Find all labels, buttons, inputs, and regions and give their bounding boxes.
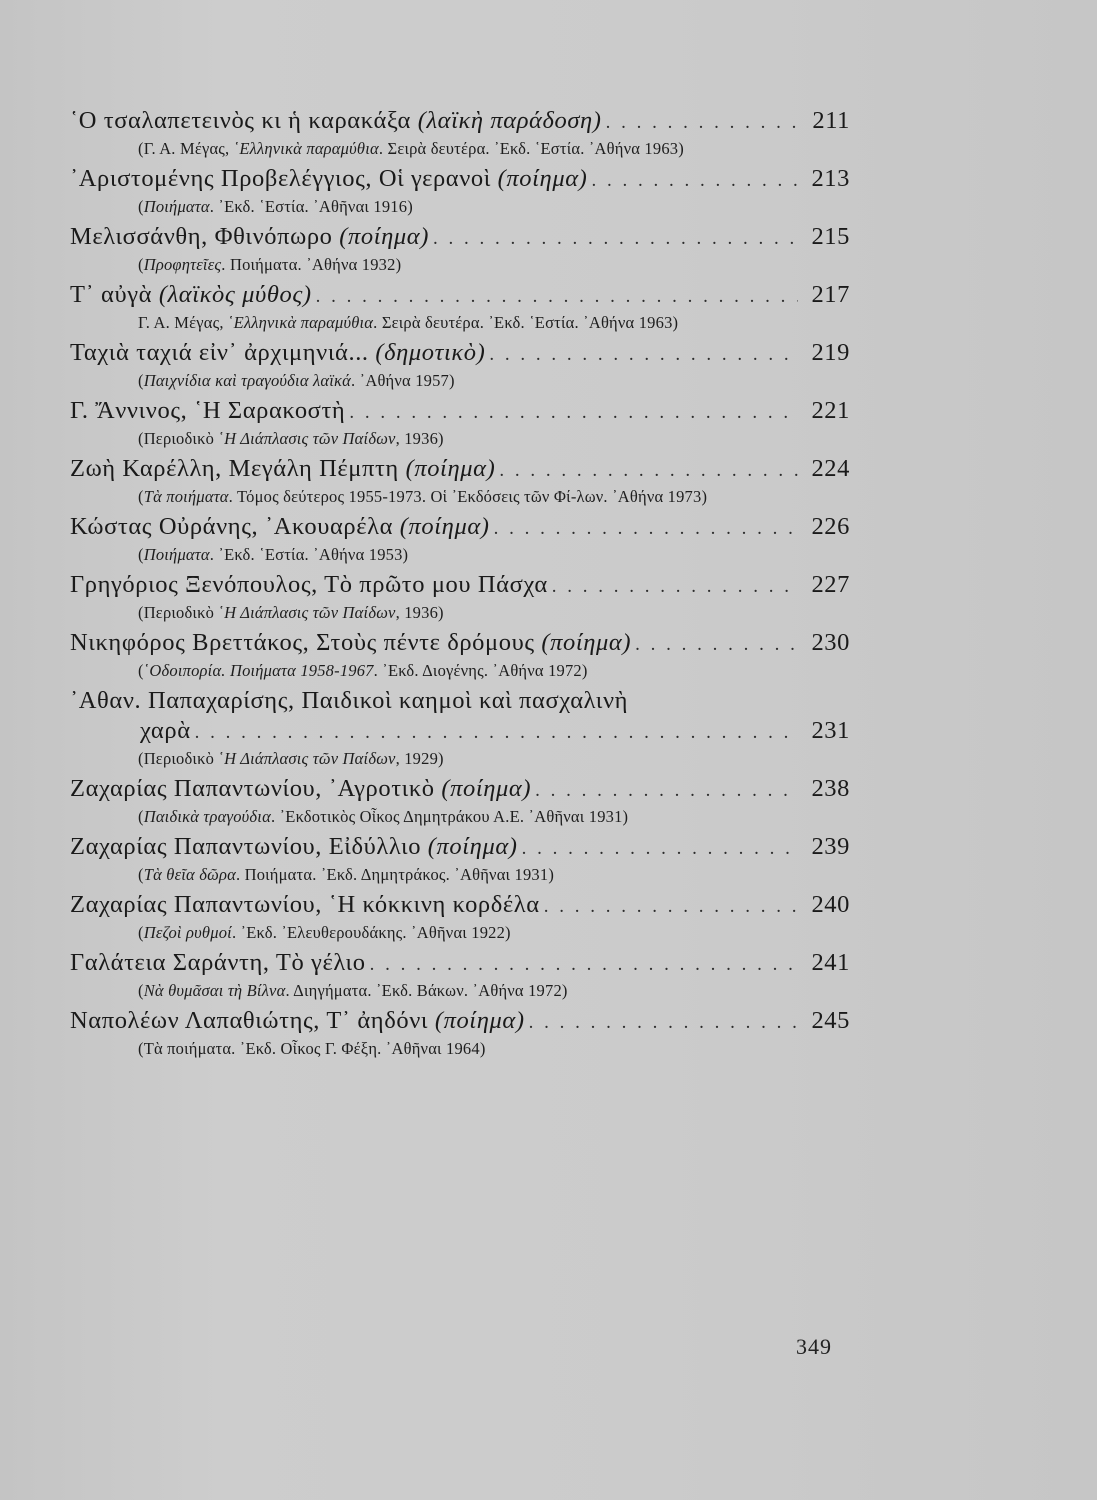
entry-source: (Περιοδικὸ ῾Η Διάπλασις τῶν Παίδων, 1936) <box>138 603 444 622</box>
toc-entry <box>70 948 850 1002</box>
entry-title: Ζωὴ Καρέλλη, Μεγάλη Πέμπτη (ποίημα) <box>70 455 496 482</box>
entry-page-number: 245 <box>811 1007 850 1034</box>
toc-entry-line <box>70 570 850 602</box>
entry-source: (Ποιήματα. ᾿Εκδ. ῾Εστία. ᾿Αθῆναι 1916) <box>138 197 413 216</box>
entry-source: (Περιοδικὸ ῾Η Διάπλασις τῶν Παίδων, 1929) <box>138 749 444 768</box>
entry-source: (Περιοδικὸ ῾Η Διάπλασις τῶν Παίδων, 1936) <box>138 429 444 448</box>
dot-leader <box>635 630 798 660</box>
toc-entry-line <box>70 396 850 428</box>
entry-title: Μελισσάνθη, Φθινόπωρο (ποίημα) <box>70 223 429 250</box>
dot-leader <box>544 892 798 922</box>
dot-leader <box>552 572 798 602</box>
entry-source: (Παιχνίδια καὶ τραγούδια λαϊκά. ᾿Αθήνα 1957) <box>138 371 455 390</box>
entry-page-number: 226 <box>811 513 850 540</box>
entry-title: Ταχιὰ ταχιά εἰν᾿ ἀρχιμηνιά... (δημοτικὸ) <box>70 339 486 366</box>
toc-entry-line <box>70 948 850 980</box>
dot-leader <box>494 514 798 544</box>
table-of-contents <box>70 106 850 1064</box>
entry-source: (Προφητεῖες. Ποιήματα. ᾿Αθήνα 1932) <box>138 255 402 274</box>
toc-entry-line <box>70 628 850 660</box>
entry-page-number: 219 <box>811 339 850 366</box>
toc-entry-line <box>70 164 850 196</box>
dot-leader <box>522 834 798 864</box>
dot-leader <box>606 108 798 138</box>
entry-title: ᾿Αριστομένης Προβελέγγιος, Οἱ γερανοὶ (ποίημα) <box>70 165 588 192</box>
dot-leader <box>195 718 798 748</box>
toc-entry-line <box>70 106 850 138</box>
dot-leader <box>489 340 798 370</box>
entry-page-number: 221 <box>811 397 850 424</box>
toc-entry <box>70 832 850 886</box>
entry-title: Γ. Ἄννινος, ῾Η Σαρακοστὴ <box>70 397 346 424</box>
toc-entry <box>70 890 850 944</box>
entry-title: Ζαχαρίας Παπαντωνίου, Εἰδύλλιο (ποίημα) <box>70 833 518 860</box>
entry-page-number: 217 <box>811 281 850 308</box>
entry-source: (Νὰ θυμᾶσαι τὴ Βίλνα. Διηγήματα. ᾿Εκδ. Βάκων. ᾿Αθήνα 1972) <box>138 981 568 1000</box>
toc-entry-line <box>70 774 850 806</box>
entry-title: Ναπολέων Λαπαθιώτης, Τ᾿ ἀηδόνι (ποίημα) <box>70 1007 525 1034</box>
dot-leader <box>535 776 798 806</box>
entry-source: (῾Οδοιπορία. Ποιήματα 1958-1967. ᾿Εκδ. Διογένης. ᾿Αθήνα 1972) <box>138 661 588 680</box>
dot-leader <box>433 224 798 254</box>
toc-entry <box>70 628 850 682</box>
toc-entry-line <box>70 1006 850 1038</box>
toc-entry-line <box>70 686 850 716</box>
toc-entry <box>70 686 850 770</box>
entry-page-number: 215 <box>811 223 850 250</box>
entry-source: (Πεζοὶ ρυθμοί. ᾿Εκδ. ᾿Ελευθερουδάκης. ᾿Αθῆναι 1922) <box>138 923 511 942</box>
entry-page-number: 239 <box>811 833 850 860</box>
toc-entry-line <box>70 338 850 370</box>
dot-leader <box>591 166 798 196</box>
entry-title: Ζαχαρίας Παπαντωνίου, ᾿Αγροτικὸ (ποίημα) <box>70 775 532 802</box>
toc-entry <box>70 106 850 160</box>
toc-entry <box>70 338 850 392</box>
toc-entry <box>70 570 850 624</box>
entry-title: Κώστας Οὐράνης, ᾿Ακουαρέλα (ποίημα) <box>70 513 490 540</box>
entry-title: ῾Ο τσαλαπετεινὸς κι ἡ καρακάξα (λαϊκὴ παράδοση) <box>70 107 602 134</box>
entry-source: (Τὰ ποιήματα. Τόμος δεύτερος 1955-1973. Οἱ ᾿Εκδόσεις τῶν Φί-λων. ᾿Αθήνα 1973) <box>138 487 708 506</box>
dot-leader <box>316 282 798 312</box>
dot-leader <box>349 398 798 428</box>
toc-entry <box>70 1006 850 1060</box>
toc-entry-line <box>70 512 850 544</box>
entry-source: (Γ. Α. Μέγας, ῾Ελληνικὰ παραμύθια. Σειρὰ δευτέρα. ᾿Εκδ. ῾Εστία. ᾿Αθήνα 1963) <box>138 139 684 158</box>
entry-page-number: 227 <box>811 571 850 598</box>
entry-page-number: 231 <box>811 717 850 744</box>
toc-entry-line <box>70 280 850 312</box>
entry-page-number: 230 <box>811 629 850 656</box>
toc-entry <box>70 164 850 218</box>
toc-entry <box>70 280 850 334</box>
entry-title: Γρηγόριος Ξενόπουλος, Τὸ πρῶτο μου Πάσχα <box>70 571 548 598</box>
toc-entry-line <box>70 890 850 922</box>
entry-source: (Παιδικὰ τραγούδια. ᾿Εκδοτικὸς Οἶκος Δημητράκου Α.Ε. ᾿Αθῆναι 1931) <box>138 807 629 826</box>
entry-page-number: 213 <box>811 165 850 192</box>
entry-title-continued: χαρὰ <box>140 717 191 744</box>
entry-title: Ζαχαρίας Παπαντωνίου, ῾Η κόκκινη κορδέλα <box>70 891 540 918</box>
dot-leader <box>499 456 798 486</box>
toc-entry <box>70 774 850 828</box>
entry-source: (Τὰ θεῖα δῶρα. Ποιήματα. ᾿Εκδ. Δημητράκος. ᾿Αθῆναι 1931) <box>138 865 555 884</box>
dot-leader <box>370 950 798 980</box>
entry-page-number: 238 <box>811 775 850 802</box>
toc-entry <box>70 222 850 276</box>
entry-source: (Τὰ ποιήματα. ᾿Εκδ. Οἶκος Γ. Φέξη. ᾿Αθῆναι 1964) <box>138 1039 486 1058</box>
entry-title: Νικηφόρος Βρεττάκος, Στοὺς πέντε δρόμους (ποίημα) <box>70 629 632 656</box>
entry-page-number: 211 <box>812 107 850 134</box>
toc-entry <box>70 454 850 508</box>
entry-page-number: 241 <box>811 949 850 976</box>
entry-source: (Ποιήματα. ᾿Εκδ. ῾Εστία. ᾿Αθήνα 1953) <box>138 545 409 564</box>
dot-leader <box>529 1008 798 1038</box>
page-number: 349 <box>796 1334 832 1359</box>
entry-source: Γ. Α. Μέγας, ῾Ελληνικὰ παραμύθια. Σειρὰ δευτέρα. ᾿Εκδ. ῾Εστία. ᾿Αθήνα 1963) <box>138 313 679 332</box>
toc-entry-line-continued <box>140 716 850 748</box>
toc-entry-line <box>70 454 850 486</box>
entry-title: Γαλάτεια Σαράντη, Τὸ γέλιο <box>70 949 366 976</box>
toc-entry-line <box>70 832 850 864</box>
entry-page-number: 240 <box>811 891 850 918</box>
entry-title: Τ᾿ αὐγὰ (λαϊκὸς μύθος) <box>70 281 312 308</box>
toc-entry <box>70 396 850 450</box>
toc-entry <box>70 512 850 566</box>
entry-title: ᾿Αθαν. Παπαχαρίσης, Παιδικοὶ καημοὶ καὶ πασχαλινὴ <box>70 687 629 714</box>
toc-entry-line <box>70 222 850 254</box>
entry-page-number: 224 <box>811 455 850 482</box>
